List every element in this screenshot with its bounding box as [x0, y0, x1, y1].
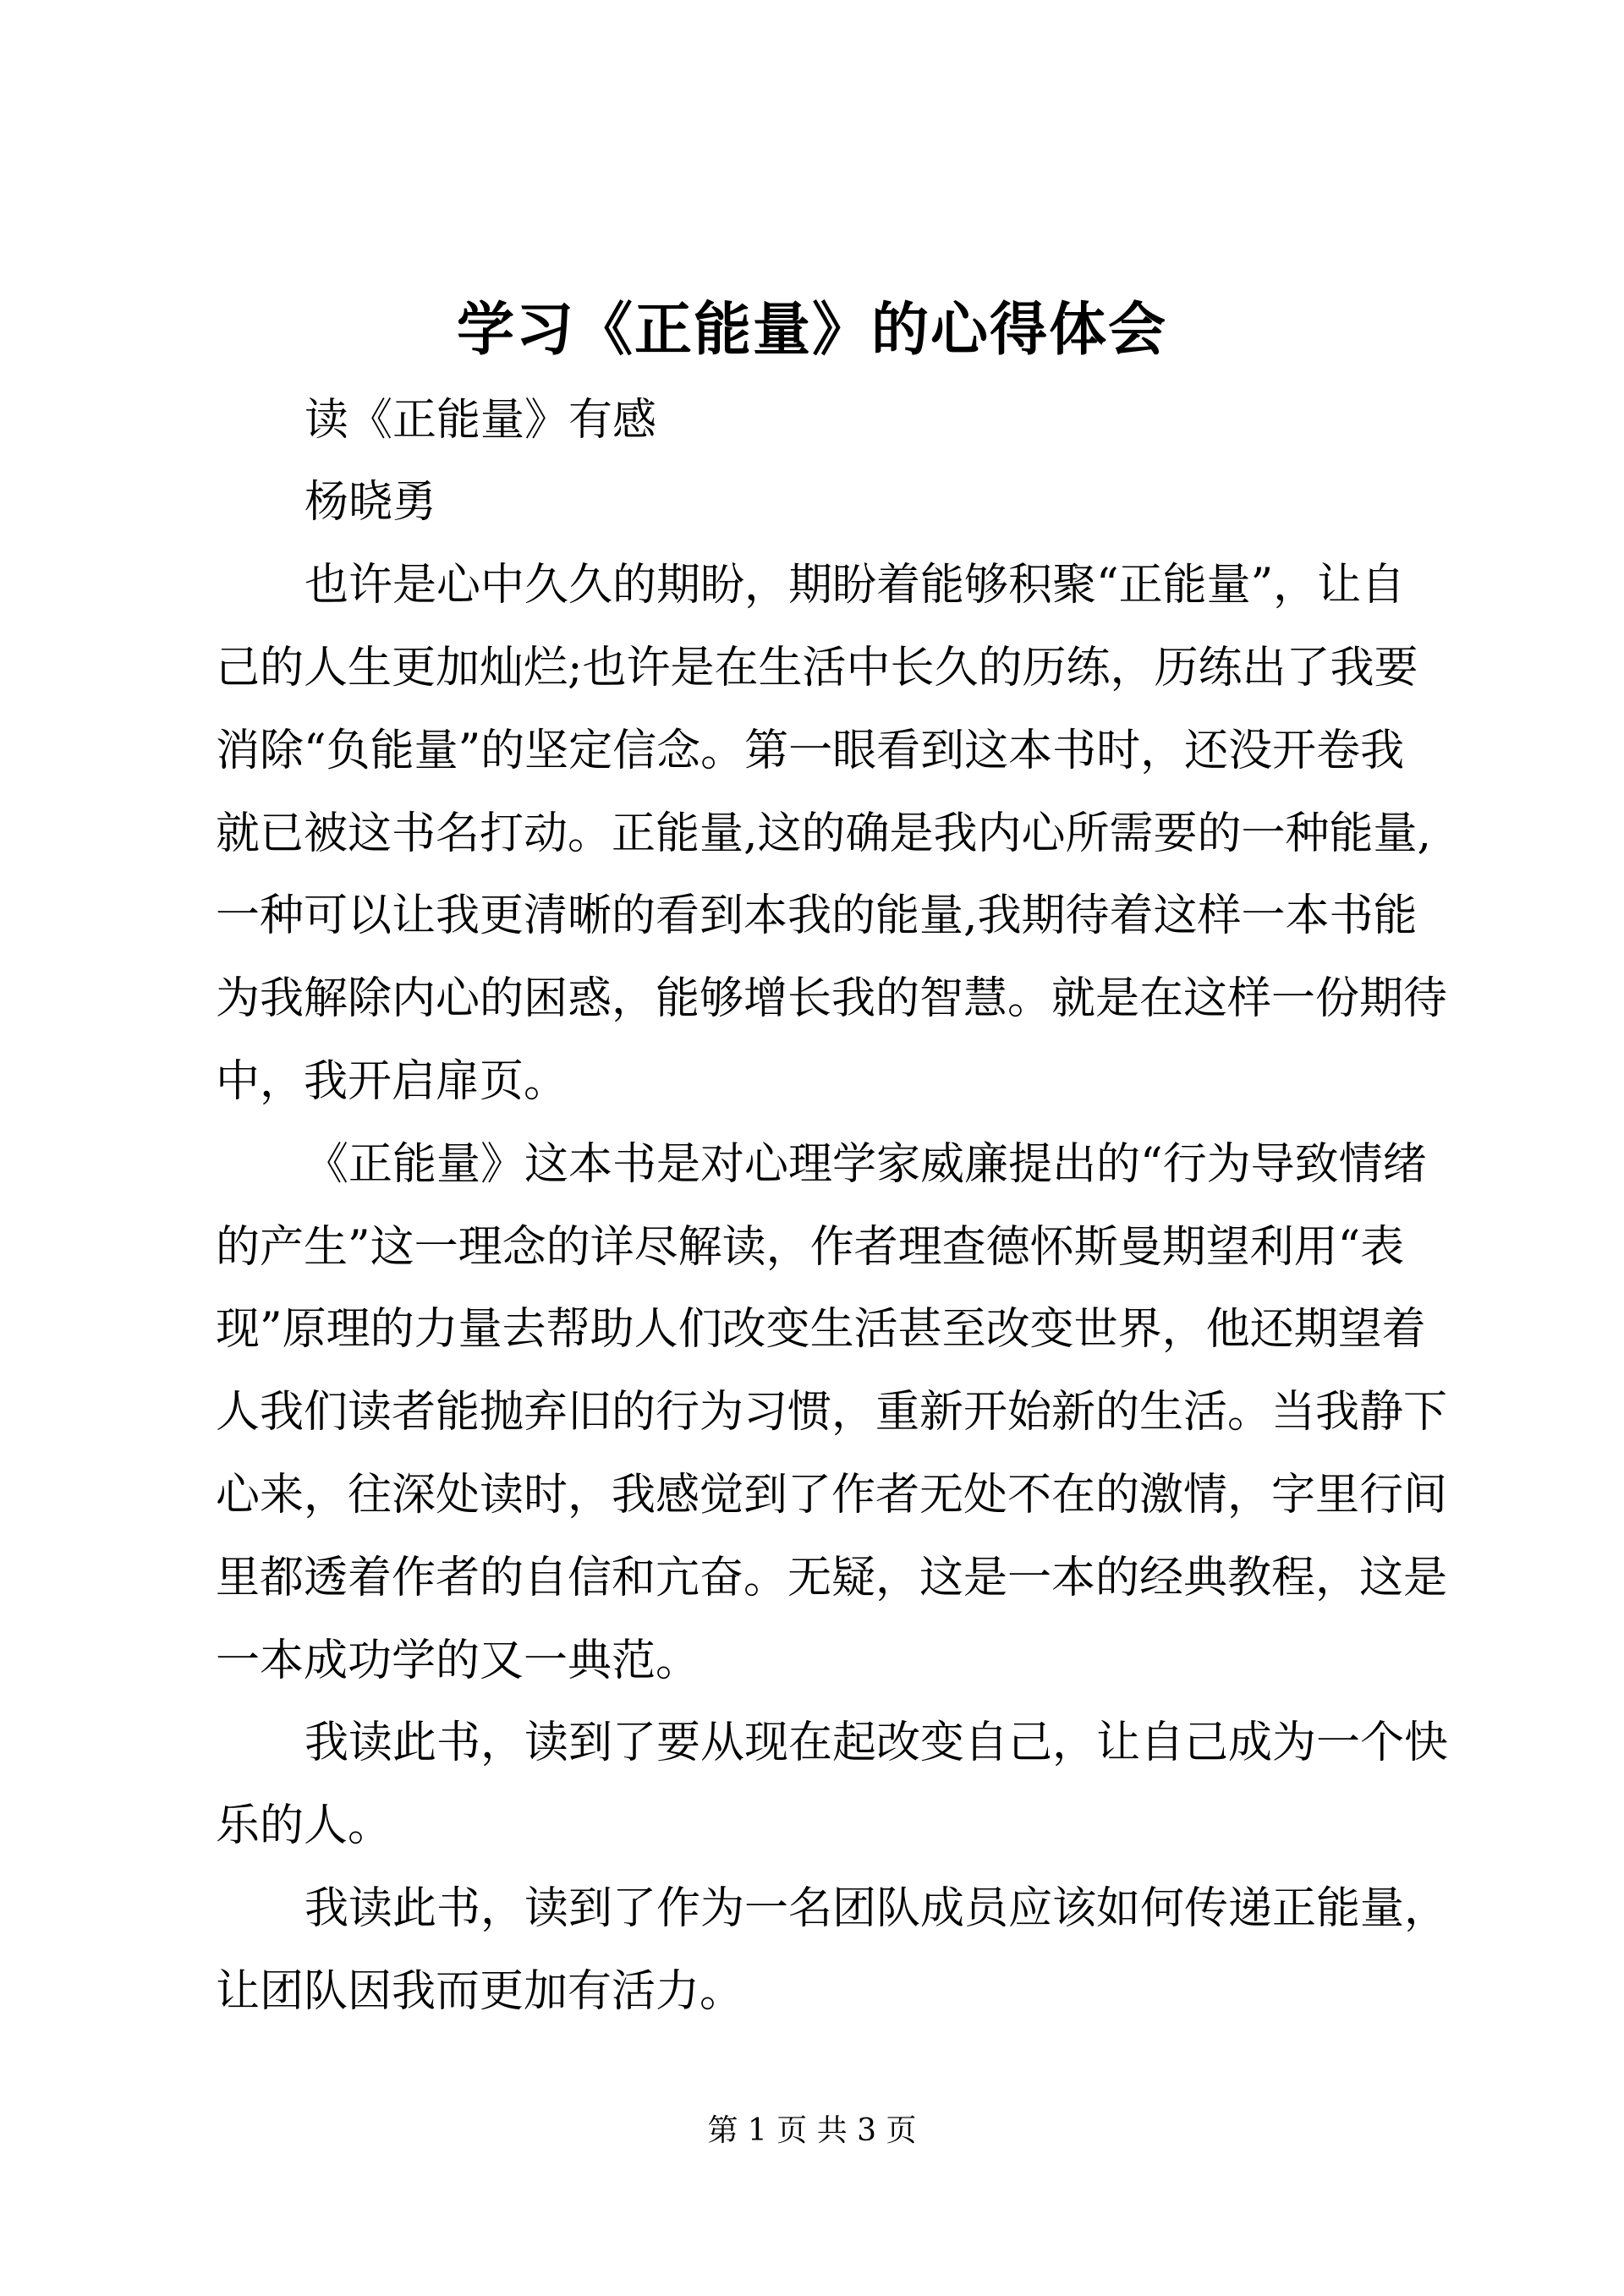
paragraph-line: 我读此书，读到了要从现在起改变自己，让自己成为一个快: [304, 1718, 1449, 1768]
paragraph-line: 的产生”这一理念的详尽解读，作者理查德怀斯曼期望利用“表: [216, 1222, 1405, 1273]
paragraph-line: 一种可以让我更清晰的看到本我的能量,我期待着这样一本书能: [216, 890, 1418, 941]
paragraph-line: 《正能量》这本书是对心理学家威廉提出的“行为导致情绪: [304, 1139, 1427, 1190]
paragraph-line: 己的人生更加灿烂;也许是在生活中长久的历练，历练出了我要: [216, 643, 1418, 693]
paragraph-line: 也许是心中久久的期盼，期盼着能够积聚“正能量”，让自: [304, 560, 1406, 611]
paragraph-line: 心来，往深处读时，我感觉到了作者无处不在的激情，字里行间: [216, 1470, 1448, 1521]
paragraph-line: 我读此书，读到了作为一名团队成员应该如何传递正能量，: [304, 1883, 1449, 1934]
paragraph-line: 乐的人。: [216, 1800, 392, 1851]
author-name: 杨晓勇: [304, 477, 437, 528]
paragraph-line: 里都透着作者的自信和亢奋。无疑，这是一本的经典教程，这是: [216, 1553, 1448, 1603]
paragraph-line: 为我解除内心的困惑，能够增长我的智慧。就是在这样一份期待: [216, 973, 1448, 1024]
paragraph-line: 中，我开启扉页。: [216, 1056, 568, 1107]
paragraph-line: 现”原理的力量去帮助人们改变生活甚至改变世界，他还期望着: [216, 1304, 1426, 1355]
paragraph-line: 就已被这书名打动。正能量,这的确是我内心所需要的一种能量,: [216, 808, 1432, 859]
paragraph-line: 人我们读者能抛弃旧的行为习惯，重新开始新的生活。当我静下: [216, 1387, 1448, 1438]
paragraph-line: 消除“负能量”的坚定信念。第一眼看到这本书时，还没开卷我: [216, 726, 1405, 776]
subtitle: 读《正能量》有感: [304, 395, 657, 446]
page-number-footer: 第 1 页 共 3 页: [707, 2113, 917, 2148]
document-title: 学习《正能量》的心得体会: [456, 296, 1167, 364]
paragraph-line: 让团队因我而更加有活力。: [216, 1966, 744, 2017]
paragraph-line: 一本成功学的又一典范。: [216, 1636, 700, 1686]
